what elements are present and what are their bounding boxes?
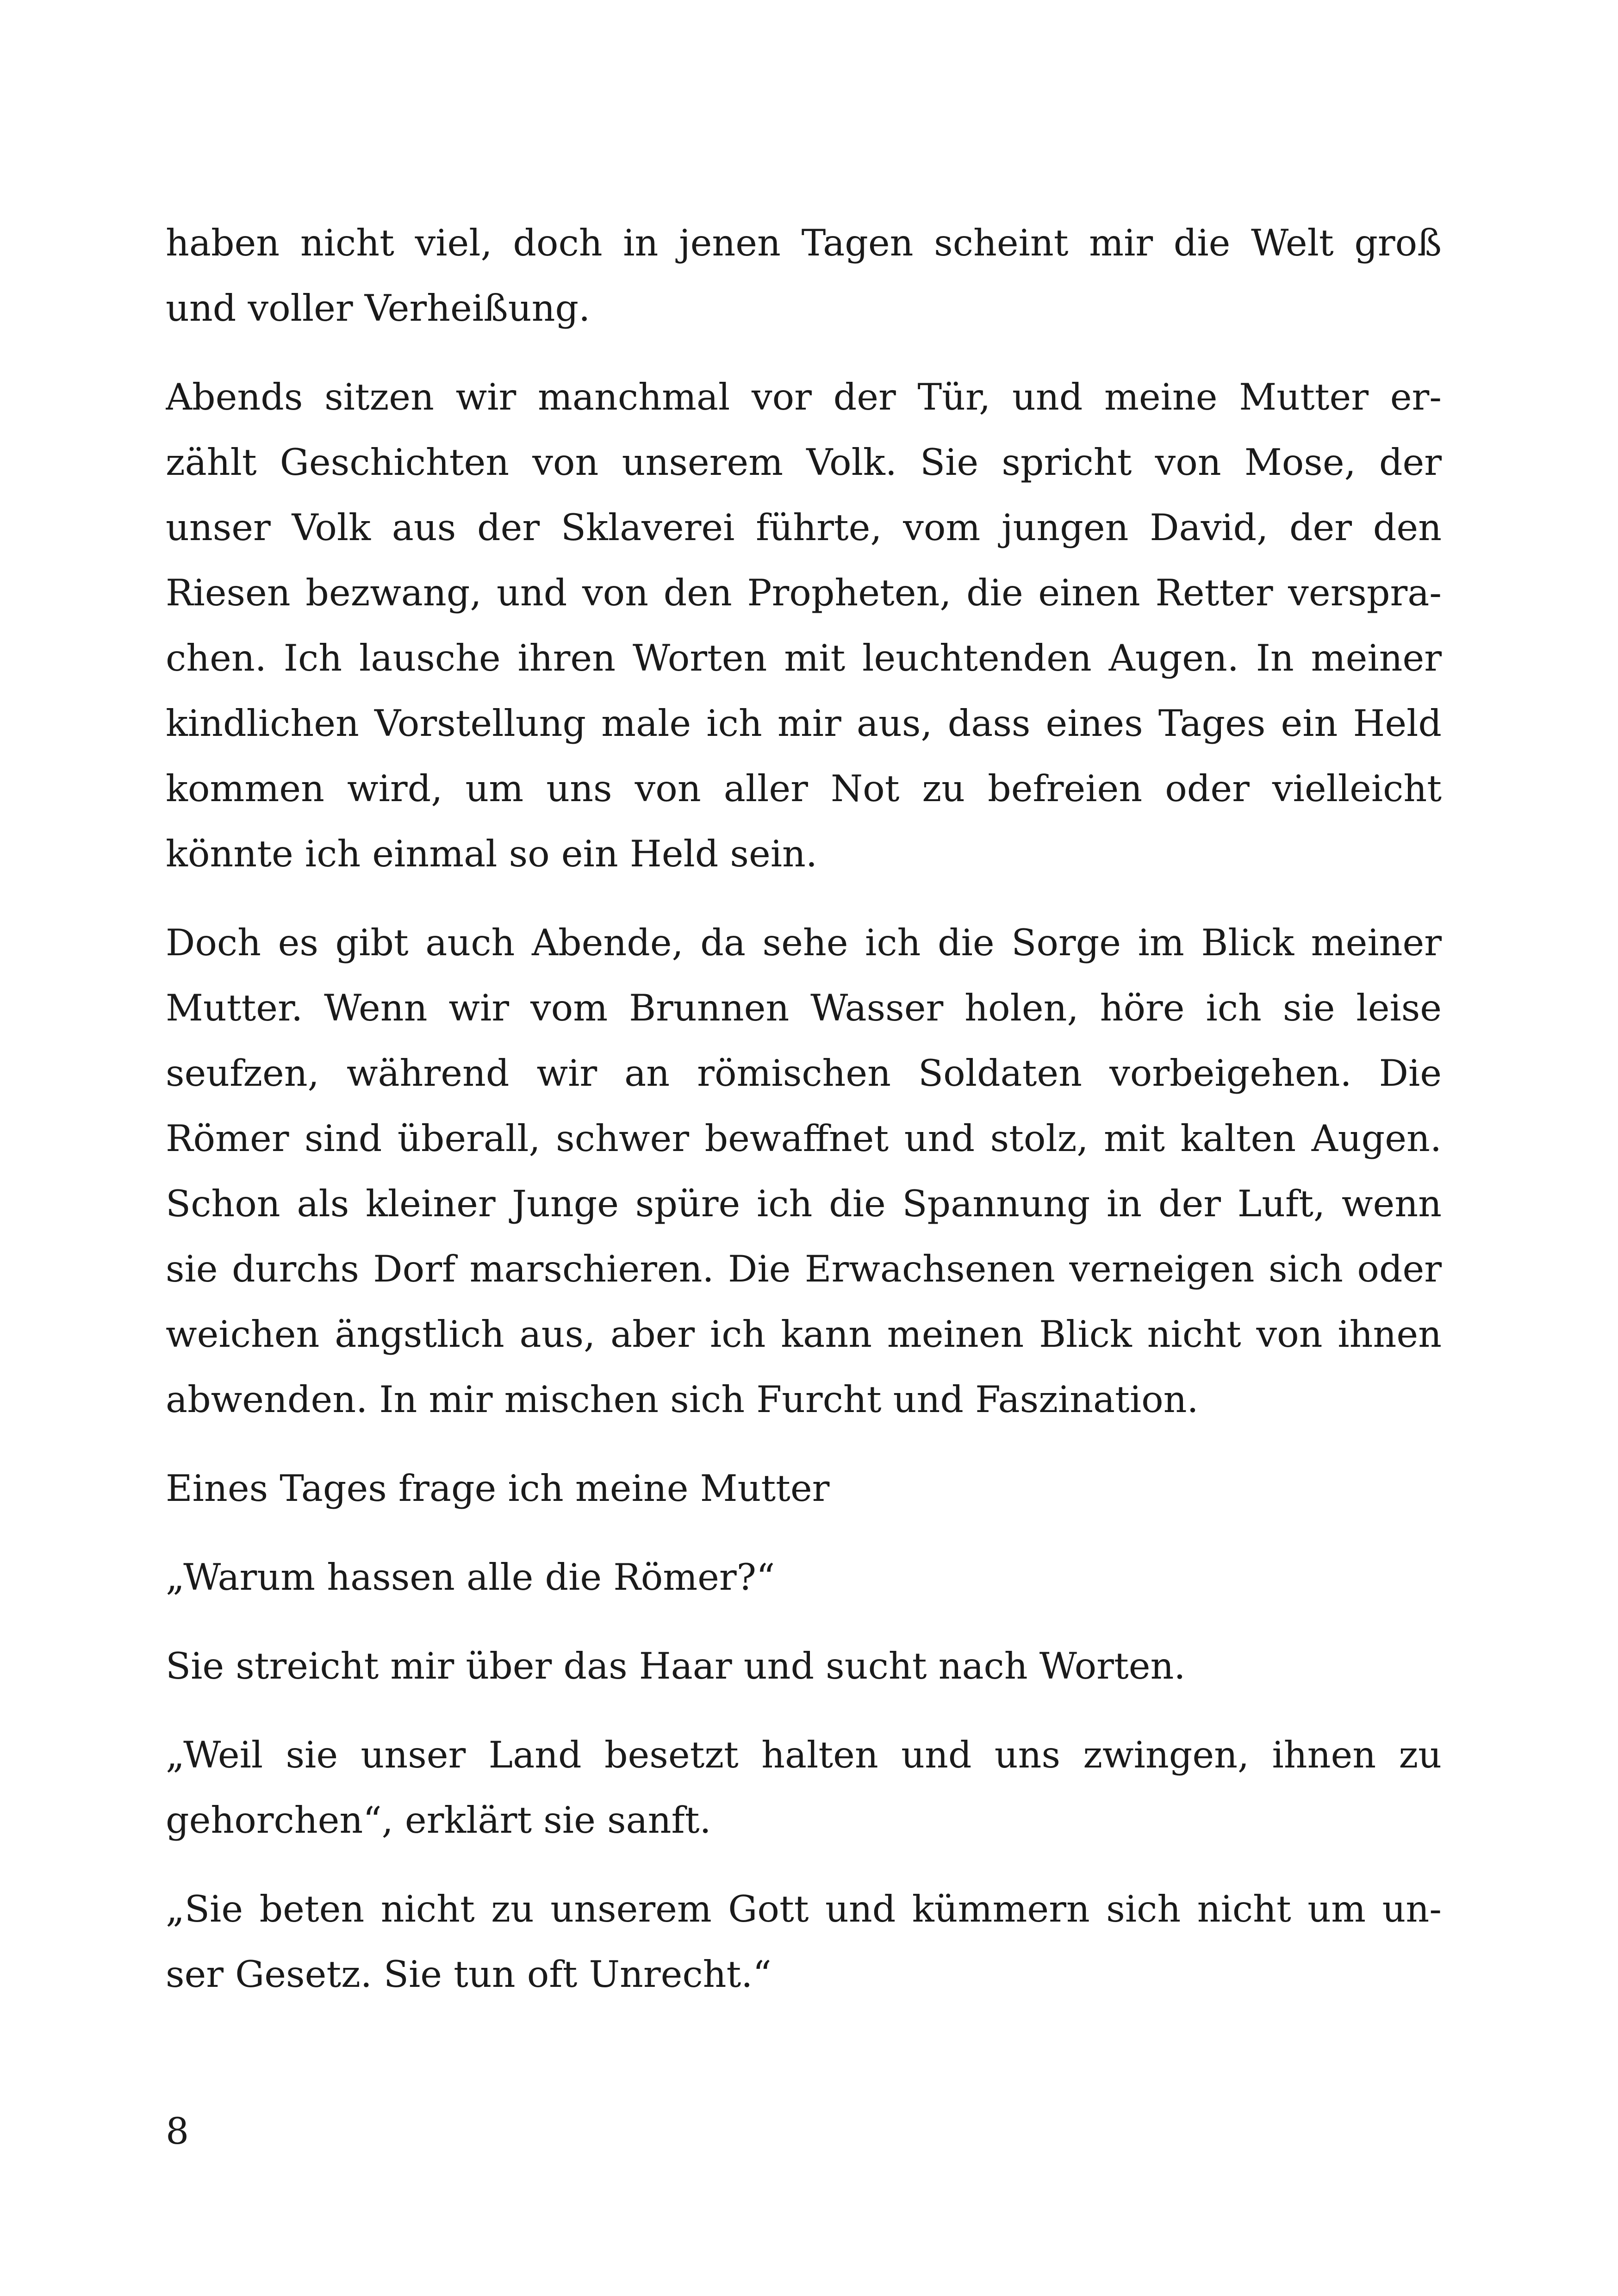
text-line: Schon als kleiner Junge spüre ich die Spannung in der Luft, wenn bbox=[166, 1182, 1442, 1225]
text-line: sie durchs Dorf marschieren. Die Erwachsenen verneigen sich oder bbox=[166, 1248, 1442, 1290]
text-line: Abends sitzen wir manchmal vor der Tür, und meine Mutter er- bbox=[166, 376, 1442, 418]
text-line: weichen ängstlich aus, aber ich kann meinen Blick nicht von ihnen bbox=[166, 1313, 1442, 1356]
text-line: unser Volk aus der Sklaverei führte, vom jungen David, der den bbox=[166, 506, 1442, 549]
text-line: seufzen, während wir an römischen Soldaten vorbeigehen. Die bbox=[166, 1052, 1442, 1095]
paragraph bbox=[166, 211, 1442, 341]
text-line: Eines Tages frage ich meine Mutter bbox=[166, 1467, 830, 1510]
page-number: 8 bbox=[166, 2110, 189, 2153]
text-line: kindlichen Vorstellung male ich mir aus, dass eines Tages ein Held bbox=[166, 702, 1442, 745]
text-line: Sie streicht mir über das Haar und sucht nach Worten. bbox=[166, 1645, 1186, 1687]
paragraph bbox=[166, 910, 1442, 1432]
text-line: Doch es gibt auch Abende, da sehe ich die Sorge im Blick meiner bbox=[166, 921, 1442, 964]
text-line: Riesen bezwang, und von den Propheten, die einen Retter verspra- bbox=[166, 572, 1442, 614]
text-line: „Warum hassen alle die Römer?“ bbox=[166, 1556, 775, 1599]
paragraph bbox=[166, 1456, 1442, 1521]
text-line: zählt Geschichten von unserem Volk. Sie spricht von Mose, der bbox=[166, 441, 1442, 484]
text-line: kommen wird, um uns von aller Not zu befreien oder vielleicht bbox=[166, 767, 1442, 810]
text-line: haben nicht viel, doch in jenen Tagen scheint mir die Welt groß bbox=[166, 222, 1442, 264]
text-line: „Sie beten nicht zu unserem Gott und kümmern sich nicht um un- bbox=[166, 1888, 1442, 1930]
paragraph bbox=[166, 1634, 1442, 1699]
text-line: „Weil sie unser Land besetzt halten und uns zwingen, ihnen zu bbox=[166, 1734, 1442, 1776]
text-line: ser Gesetz. Sie tun oft Unrecht.“ bbox=[166, 1953, 772, 1996]
paragraph bbox=[166, 1723, 1442, 1853]
text-line: Römer sind überall, schwer bewaffnet und stolz, mit kalten Augen. bbox=[166, 1117, 1442, 1160]
text-line: abwenden. In mir mischen sich Furcht und Faszination. bbox=[166, 1378, 1199, 1421]
text-line: chen. Ich lausche ihren Worten mit leuchtenden Augen. In meiner bbox=[166, 637, 1442, 679]
text-line: gehorchen“, erklärt sie sanft. bbox=[166, 1799, 711, 1842]
body-text bbox=[166, 211, 1442, 2031]
paragraph bbox=[166, 1545, 1442, 1610]
text-line: Mutter. Wenn wir vom Brunnen Wasser holen, höre ich sie leise bbox=[166, 987, 1442, 1029]
text-line: könnte ich einmal so ein Held sein. bbox=[166, 833, 817, 875]
paragraph bbox=[166, 1877, 1442, 2007]
text-line: und voller Verheißung. bbox=[166, 287, 591, 330]
paragraph bbox=[166, 365, 1442, 887]
